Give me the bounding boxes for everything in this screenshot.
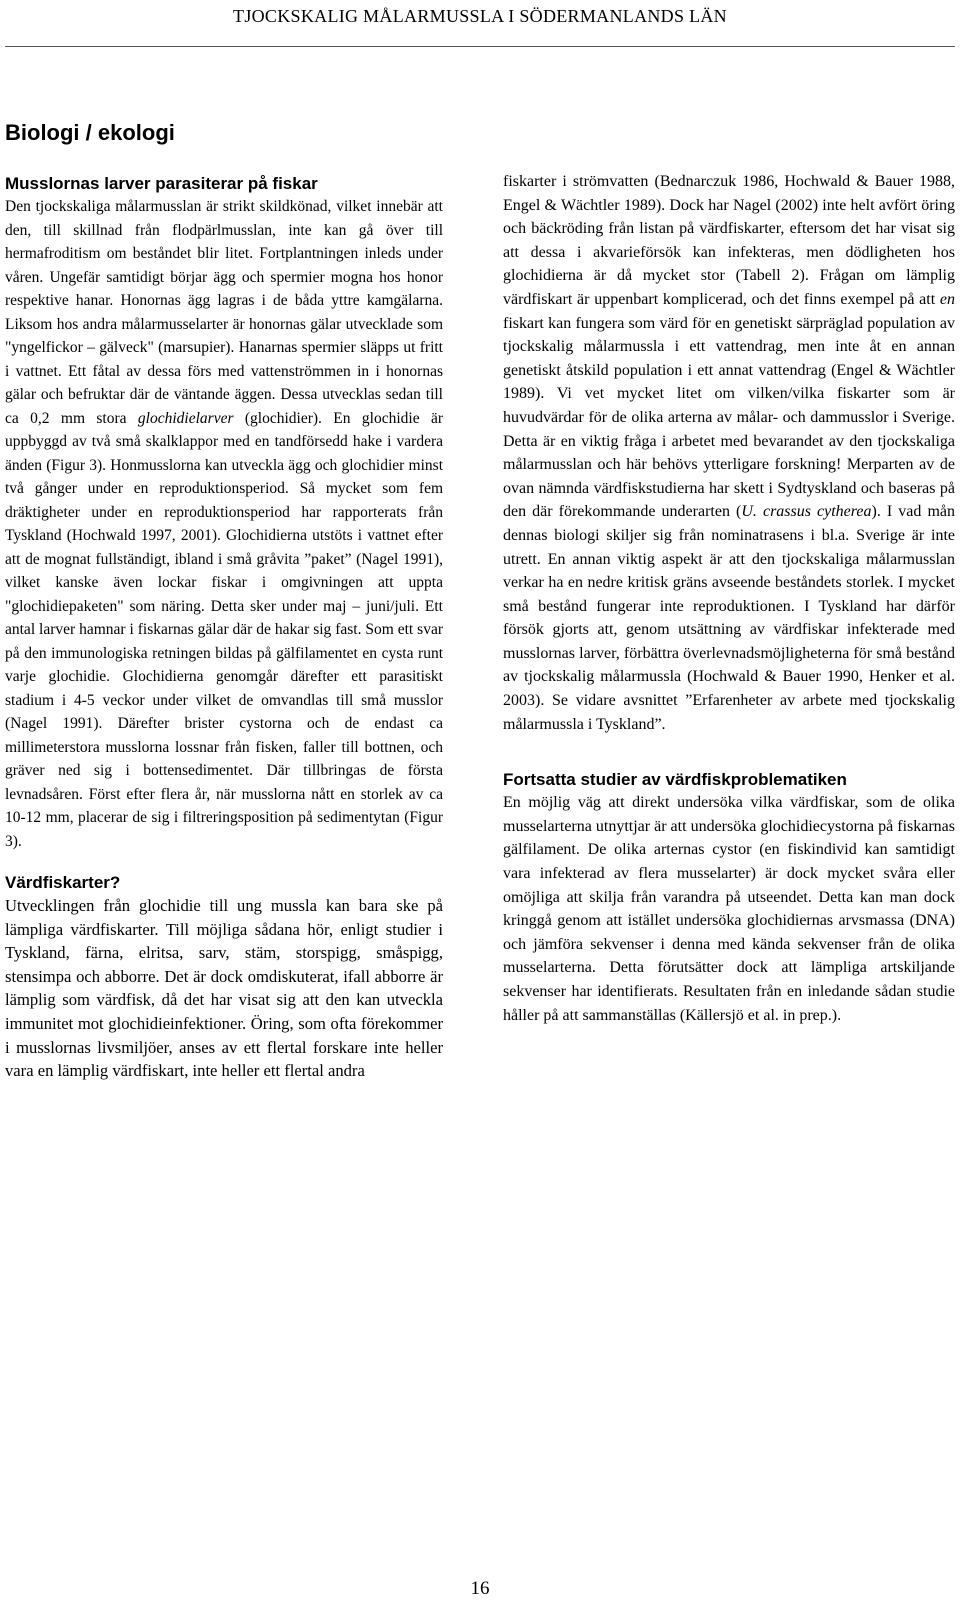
paragraph-continued-text-a: fiskarter i strömvatten (Bednarczuk 1986, Hochwald & Bauer 1988, Engel & Wächtler 1989). Dock har Nagel (2002) inte helt avfört öring och bäckröding från listan på värdfiskarter, eftersom det har visat sig att dessa i akvarieförsök kan infekteras, men dödligheten hos glochidierna är då mycket stor (Tabell 2). Frågan om lämplig värdfiskart är uppenbart komplicerad, och det finns exempel på att (503, 173, 955, 308)
paragraph-reproduction-italic: glochidielarver (137, 409, 234, 427)
left-column (5, 170, 443, 1083)
page-number: 16 (470, 1578, 490, 1599)
paragraph-reproduction-text-b: (glochidier). En glochidie är uppbyggd av två små skalklappor med en tandförsedd hake i vardera änden (Figur 3). Honmusslorna kan utveckla ägg och glochidier minst två gånger under en reproduktionsperiod. Så mycket som fem dräktigheter under en reproduktionsperiod har rapporterats från Tyskland (Hochwald 1997, 2001). Glochidierna utstöts i vattnet efter att de mognat fullständigt, ibland i små gråvita ”paket” (Nagel 1991), vilket kanske även lockar fiskar i omgivningen att uppta "glochidiepaketen" som näring. Detta sker under maj – juni/juli. Ett antal larver hamnar i fiskarnas gälar där de hakar sig fast. Som ett svar på den immunologiska retningen bildas på gälfilamentet en cysta runt varje glochidie. Glochidierna genomgår därefter ett parasitiskt stadium i 4-5 veckor under vilket de omvandlas till små musslor (Nagel 1991). Därefter brister cystorna och de endast ca millimeterstora musslorna lossnar från fisken, faller till bottnen, och gräver ned sig i bottensedimentet. Där tillbringas de första levnadsåren. Först efter flera år, när musslorna nått en storlek av ca 10-12 mm, placerar de sig i filtreringsposition på sedimentytan (Figur 3). (5, 409, 443, 850)
paragraph-continued-text-c: ). I vad mån dennas biologi skiljer sig från nominatrasens i bl.a. Sverige är inte utrett. En annan viktig aspekt är att den tjockskaliga målarmusslan verkar ha en nedre kritisk gräns avseende beståndets storlek. I mycket små bestånd fungerar inte reproduktionen. I Tyskland har därför försök gjorts att, genom utsättning av värdfiskar infekterade med musslornas larver, förbättra överlevnadsmöjligheterna för små bestånd av tjockskalig målarmussla (Hochwald & Bauer 1990, Henker et al. 2003). Se vidare avsnittet ”Erfarenheter av arbete med tjockskalig målarmussla i Tyskland”. (503, 503, 956, 733)
header-rule (5, 46, 955, 47)
heading-larvae-parasites: Musslornas larver parasiterar på fiskar (5, 174, 318, 193)
paragraph-continued-italic-en: en (939, 290, 955, 308)
heading-further-studies: Fortsatta studier av värdfiskproblematiken (503, 770, 847, 790)
right-column (503, 170, 955, 1027)
paragraph-reproduction-text-a: Den tjockskaliga målarmusslan är strikt skildkönad, vilket innebär att den, till skillnad från flodpärlmusslan, inte kan gå över till hermafroditism om beståndet blir litet. Fortplantningen inleds under våren. Ungefär samtidigt börjar ägg och spermier mogna hos honor respektive hanar. Honornas ägg lagras i de båda yttre kamgälarna. Liksom hos andra målarmusselarter är honornas gälar utvecklade som "yngelfickor – gälveck" (marsupier). Hanarnas spermier släpps ut fritt i vattnet. Ett fåtal av dessa förs med vattenströmmen in i honornas gälar och befruktar där de väntande äggen. Dessa utvecklas sedan till ca 0,2 mm stora (5, 198, 443, 427)
paragraph-continued-text-b: fiskart kan fungera som värd för en genetiskt särpräglad population av tjockskalig målarmussla i ett vattendrag, men inte åt en annan genetiskt åtskild population i ett annat vattendrag (Engel & Wächtler 1989). Vi vet mycket litet om vilken/vilka fiskarter som är huvudvärdar för de olika arterna av målar- och dammusslor i Sverige. Detta är en viktig fråga i arbetet med bevarandet av den tjockskaliga målarmusslan och här behövs ytterligare forskning! Merparten av de ovan nämnda värdfiskstudierna har skett i Sydtyskland och baseras på den där förekommande underarten ( (503, 314, 955, 521)
paragraph-continued-italic-species: U. crassus cytherea (741, 503, 872, 521)
heading-host-fish: Värdfiskarter? (5, 873, 121, 892)
running-head: TJOCKSKALIG MÅLARMUSSLA I SÖDERMANLANDS LÄN (233, 6, 727, 26)
paragraph-host-fish-continued (503, 170, 955, 736)
section-title: Biologi / ekologi (5, 120, 175, 145)
paragraph-reproduction (5, 195, 443, 853)
paragraph-further-studies: En möjlig väg att direkt undersöka vilka värdfiskar, som de olika musselarterna utnyttjar är att undersöka glochidiecystorna på fiskarnas gälfilament. De olika arternas cystor (en fiskindivid kan samtidigt vara infekterad av flera musselarter) är dock mycket svåra eller omöjliga att skilja från varandra på utseendet. Detta kan man dock kringgå genom att istället undersöka glochidiernas arvsmassa (DNA) och jämföra sekvenser i denna med kända sekvenser från de olika musselarterna. Detta förutsätter dock att lämpliga artskiljande sekvenser har identifierats. Resultaten från en inledande sådan studie håller på att sammanställas (Källersjö et al. in prep.). (503, 794, 955, 1024)
paragraph-host-fish: Utvecklingen från glochidie till ung mussla kan bara ske på lämpliga värdfiskarter. Till möjliga sådana hör, enligt studier i Tyskland, färna, elritsa, sarv, stäm, storspigg, småspigg, stensimpa och abborre. Det är dock omdiskuterat, ifall abborre är lämplig som värdfisk, då det har visat sig att den kan utveckla immunitet mot glochidieinfektioner. Öring, som ofta förekommer i musslornas livsmiljöer, anses av ett flertal forskare inte heller vara en lämplig värdfiskart, inte heller ett flertal andra (5, 896, 443, 1081)
